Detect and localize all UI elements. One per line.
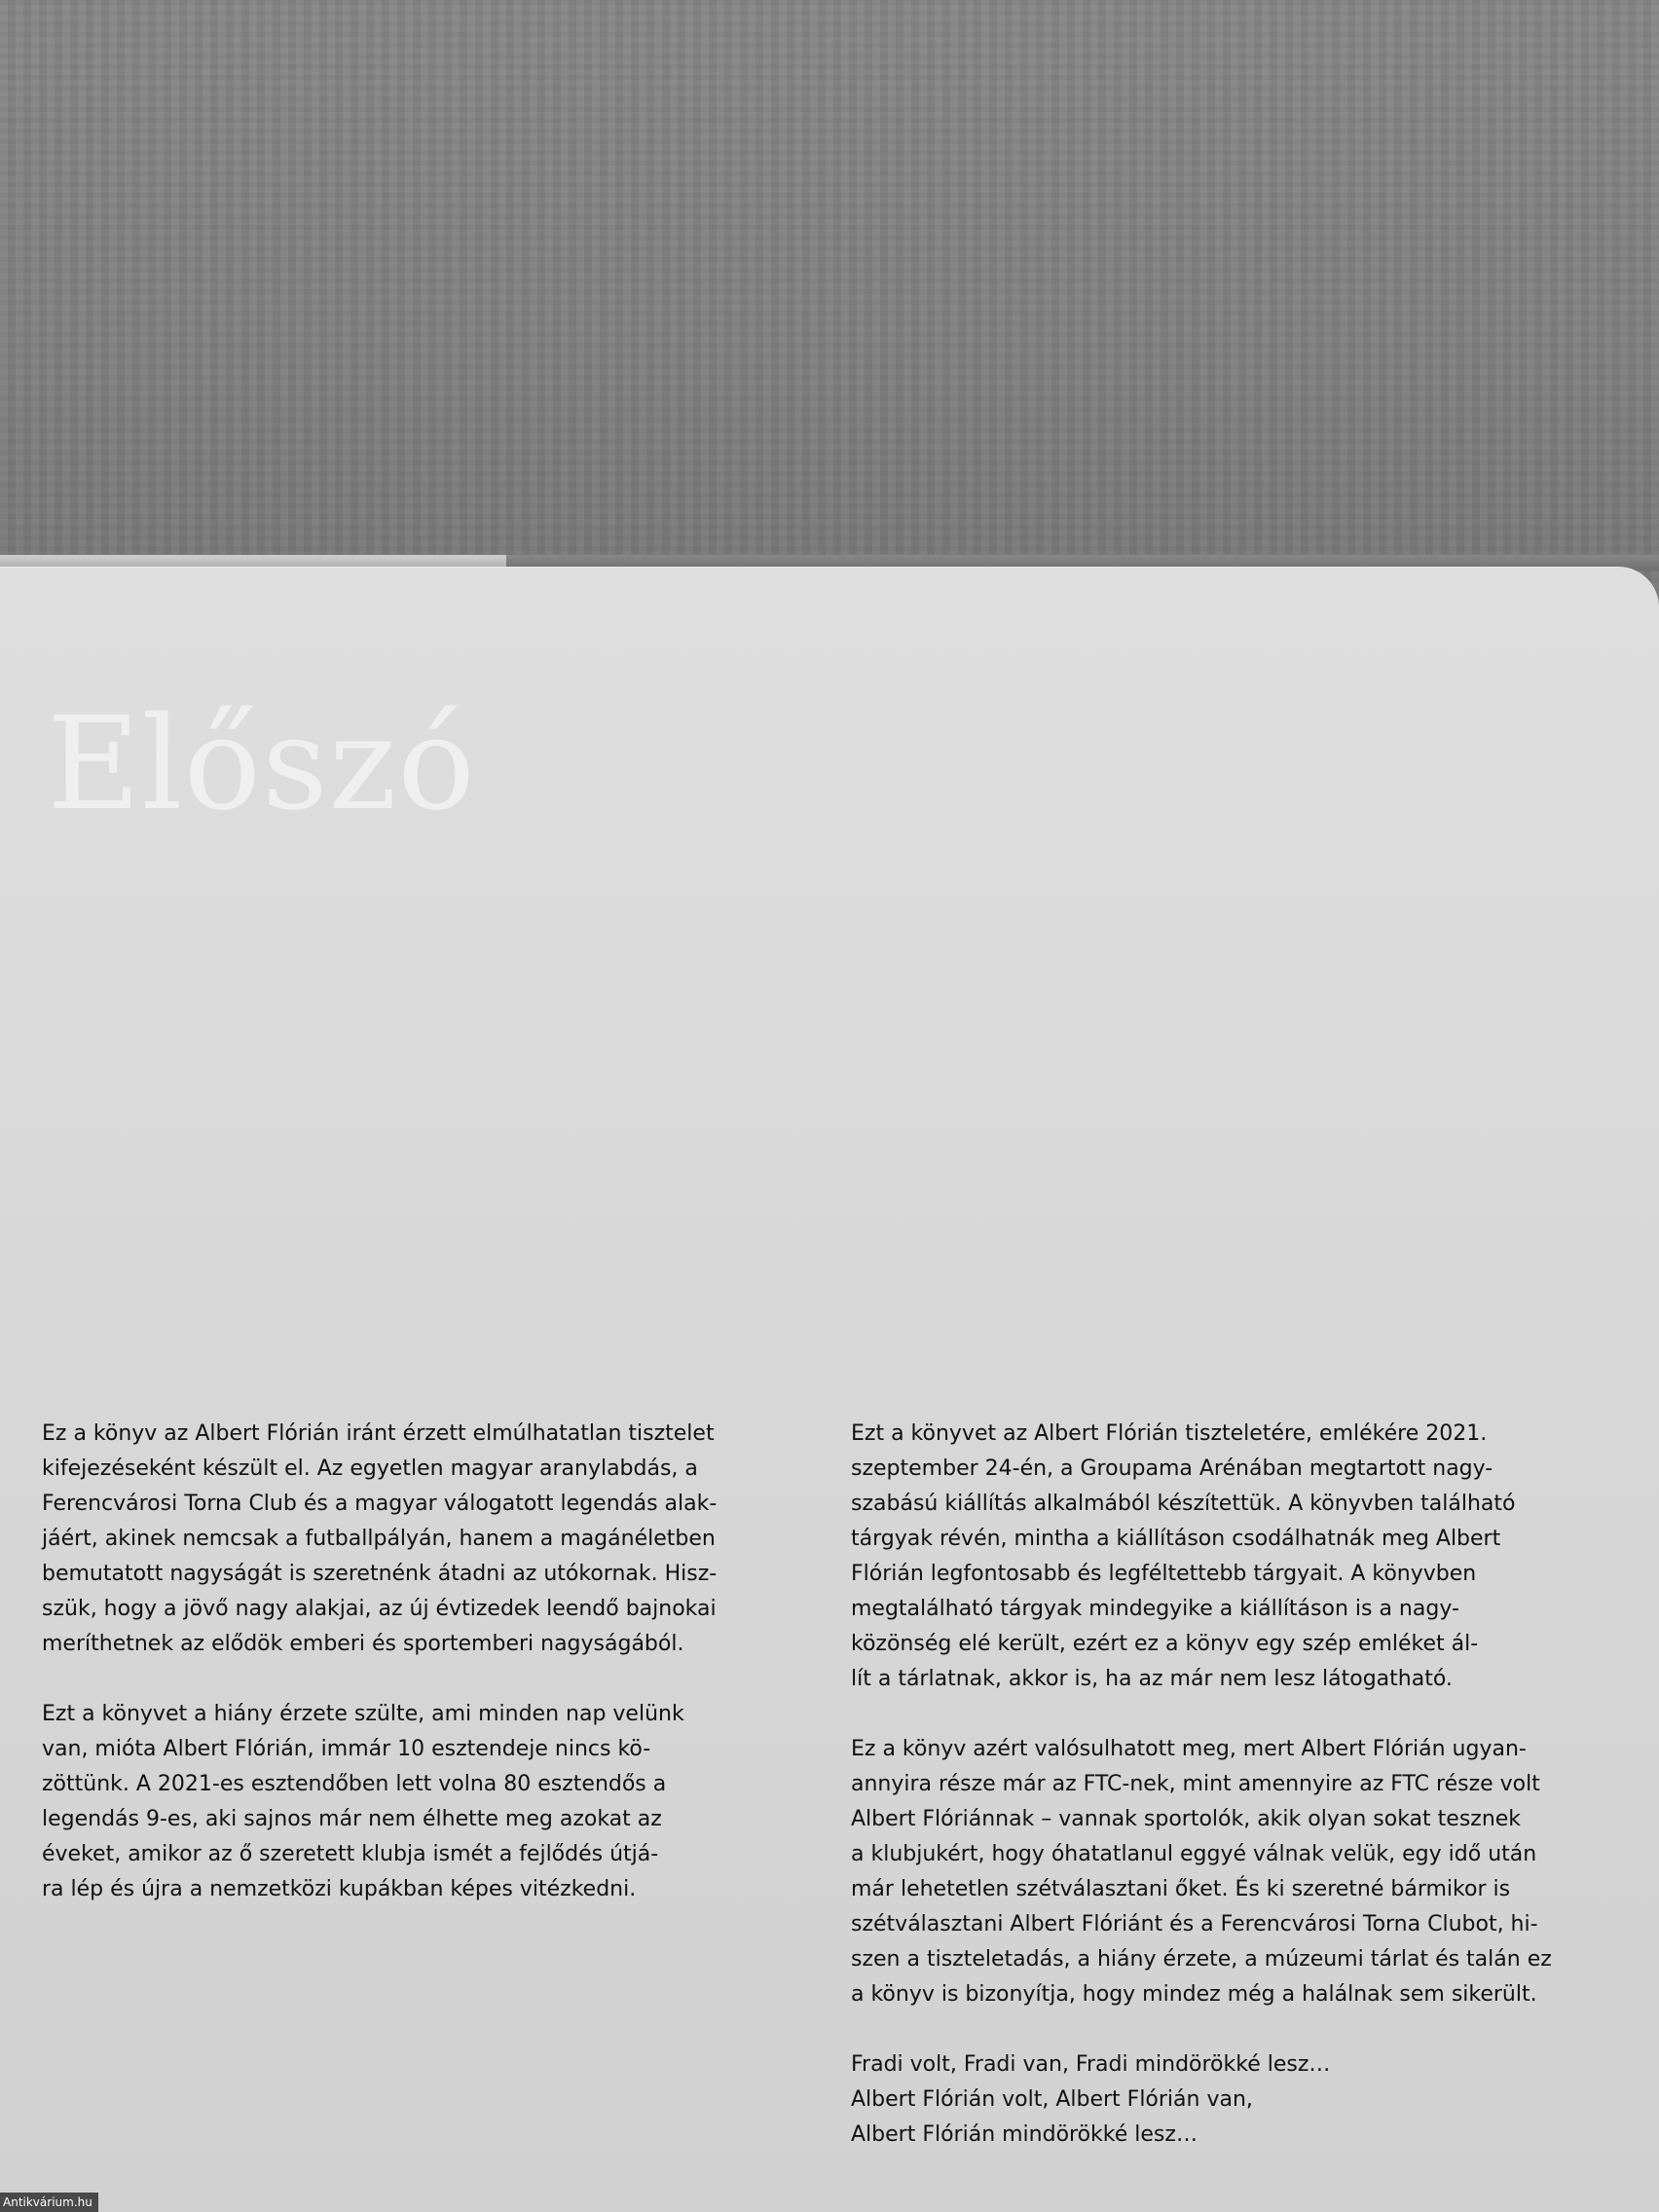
right-paragraph-2: Ez a könyv azért valósulhatott meg, mert Albert Flórián ugyan- annyira része már az FTC-nek, mint amennyire az FTC része volt Albert Flóriánnak – vannak sportolók, akik olyan sokat tesznek a klubjukért, hogy óhatatlanul eggyé válnak velük, egy idő után már lehetetlen szétválasztani őket. És ki szeretné bármikor is szétválasztani Albert Flóriánt és a Ferencvárosi Torna Clubot, hi- szen a tiszteletadás, a hiány érzete, a múzeumi tárlat és talán ez a könyv is bizonyítja, hogy mindez még a halálnak sem sikerült. [851,1737,1552,2007]
right-column [851,1417,1620,2153]
left-paragraph-2: Ezt a könyvet a hiány érzete szülte, ami minden nap velünk van, mióta Albert Flórián, immár 10 esztendeje nincs kö- zöttünk. A 2021-es esztendőben lett volna 80 esztendős a legendás 9-es, aki sajnos már nem élhette meg azokat az éveket, amikor az ő szeretett klubja ismét a fejlődés útjá- ra lép és újra a nemzetközi kupákban képes vitézkedni. [42,1702,684,1901]
left-column [42,1417,782,1942]
closing-lines: Fradi volt, Fradi van, Fradi mindörökké lesz… Albert Flórián volt, Albert Flórián van, Albert Flórián mindörökké lesz… [851,2052,1331,2147]
page-title: Előszó [47,689,476,839]
text-columns [0,567,1659,2212]
right-paragraph-1: Ezt a könyvet az Albert Flórián tiszteletére, emlékére 2021. szeptember 24-én, a Groupama Arénában megtartott nagy- szabású kiállítás alkalmából készítettük. A könyvben található tárgyak révén, mintha a kiállításon csodálhatnák meg Albert Flórián legfontosabb és legféltettebb tárgyait. A könyvben megtalálható tárgyak mindegyike a kiállításon is a nagy- közönség elé került, ezért ez a könyv egy szép emléket ál- lít a tárlatnak, akkor is, ha az már nem lesz látogatható. [851,1421,1516,1691]
left-paragraph-1: Ez a könyv az Albert Flórián iránt érzett elmúlhatatlan tisztelet kifejezéseként készült el. Az egyetlen magyar aranylabdás, a Ferencvárosi Torna Club és a magyar válogatott legendás alak- jáért, akinek nemcsak a futballpályán, hanem a magánéletben bemutatott nagyságát is szeretnénk átadni az utókornak. Hisz- szük, hogy a jövő nagy alakjai, az új évtizedek leendő bajnokai meríthetnek az elődök emberi és sportemberi nagyságából. [42,1421,718,1656]
table-surface-background [0,0,1659,604]
book-page [0,567,1659,2212]
watermark-label: Antikvárium.hu [0,2193,98,2212]
